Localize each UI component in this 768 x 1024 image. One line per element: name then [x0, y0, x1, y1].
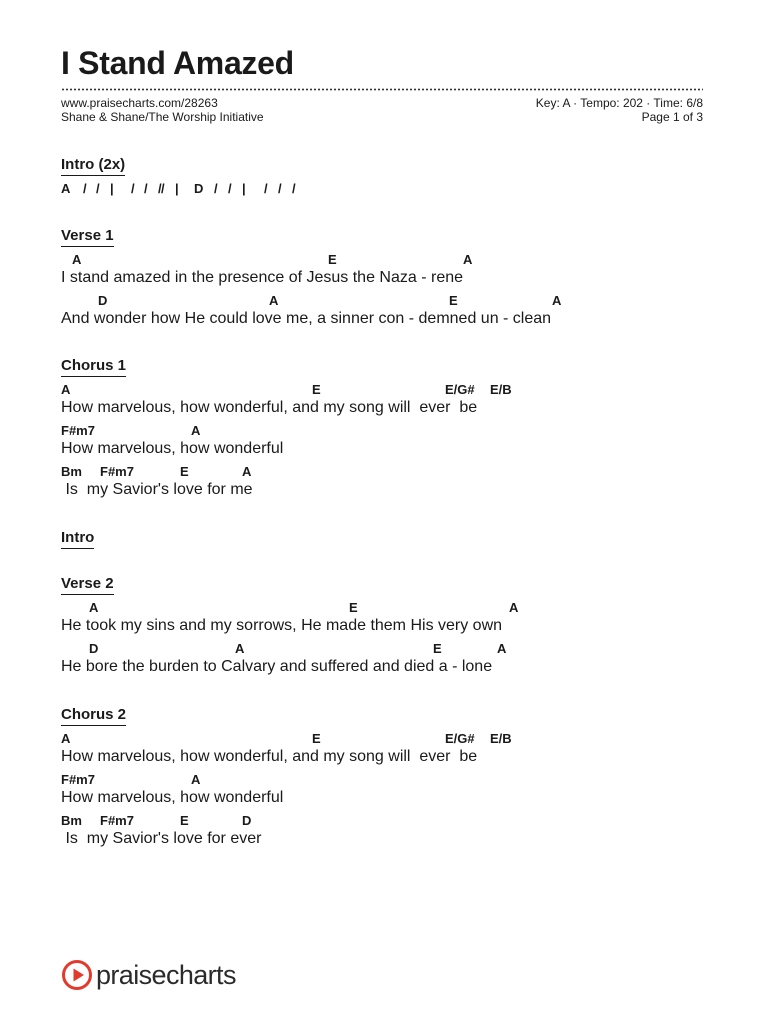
chord: E: [328, 252, 337, 267]
chord: F#m7: [61, 772, 95, 787]
chord: E/G#: [445, 382, 475, 397]
page-number: Page 1 of 3: [641, 110, 703, 124]
chord: D: [89, 641, 99, 656]
chord: /: [131, 181, 135, 196]
song-url[interactable]: www.praisecharts.com/28263: [61, 96, 218, 110]
chord: E: [180, 464, 189, 479]
chord: A: [463, 252, 473, 267]
lyric-line: He took my sins and my sorrows, He made them His very own: [61, 617, 503, 634]
chord: E/B: [490, 731, 512, 746]
title-divider: [61, 88, 703, 91]
lyric-line: I stand amazed in the presence of Jesus the Naza - rene: [61, 269, 464, 286]
chord: A: [497, 641, 507, 656]
section-title-verse-2: Verse 2: [61, 575, 114, 595]
chord: |: [175, 181, 179, 196]
lyric-line: Is my Savior's love for ever: [61, 830, 262, 847]
chord: |: [242, 181, 246, 196]
section-title-chorus-1: Chorus 1: [61, 357, 126, 377]
lyric-line: And wonder how He could love me, a sinner con - demned un - clean: [61, 310, 552, 327]
lyric-line: How marvelous, how wonderful, and my song will ever be: [61, 399, 478, 416]
play-circle-icon: [61, 959, 93, 991]
chord-row: [0, 293, 768, 309]
chord: E: [180, 813, 189, 828]
chord: /: [292, 181, 296, 196]
chord-row: [0, 813, 768, 829]
chord: F#m7: [61, 423, 95, 438]
chord: A: [191, 772, 201, 787]
lyric-line: How marvelous, how wonderful, and my song will ever be: [61, 748, 478, 765]
chord: E: [312, 731, 321, 746]
chord: Bm: [61, 464, 82, 479]
chord: A: [61, 181, 71, 196]
chord-row: [0, 641, 768, 657]
chord: D: [242, 813, 252, 828]
chord: E/B: [490, 382, 512, 397]
chord: A: [235, 641, 245, 656]
chord: /: [228, 181, 232, 196]
section-title-verse-1: Verse 1: [61, 227, 114, 247]
chord: A: [89, 600, 99, 615]
chord: A: [191, 423, 201, 438]
chord: E: [349, 600, 358, 615]
chord: /: [264, 181, 268, 196]
chord: E: [449, 293, 458, 308]
chord-row: [0, 772, 768, 788]
chord-row: [0, 382, 768, 398]
chord: A: [269, 293, 279, 308]
chord: /: [161, 181, 165, 196]
chord: E: [312, 382, 321, 397]
section-title-chorus-2: Chorus 2: [61, 706, 126, 726]
key-tempo-time: Key: A · Tempo: 202 · Time: 6/8: [535, 96, 703, 110]
logo-text: praisecharts: [96, 960, 236, 990]
chord: /: [214, 181, 218, 196]
chord: /: [158, 181, 162, 196]
lyric-line: How marvelous, how wonderful: [61, 440, 284, 457]
chord-row: [0, 731, 768, 747]
chord: F#m7: [100, 464, 134, 479]
lyric-line: He bore the burden to Calvary and suffered and died a - lone: [61, 658, 493, 675]
chord-row: [0, 181, 768, 197]
chord-row: [0, 464, 768, 480]
chord: E: [433, 641, 442, 656]
chord: /: [83, 181, 87, 196]
chord: /: [96, 181, 100, 196]
song-artist: Shane & Shane/The Worship Initiative: [61, 110, 264, 124]
section-title-intro-2x: Intro (2x): [61, 156, 125, 176]
chord: Bm: [61, 813, 82, 828]
chord: D: [194, 181, 204, 196]
chord: F#m7: [100, 813, 134, 828]
chord-row: [0, 423, 768, 439]
chord: A: [552, 293, 562, 308]
chord: A: [242, 464, 252, 479]
praisecharts-logo[interactable]: [61, 958, 236, 992]
chord: /: [278, 181, 282, 196]
song-title: I Stand Amazed: [61, 45, 294, 81]
chord-row: [0, 252, 768, 268]
chord: A: [72, 252, 82, 267]
chord: E/G#: [445, 731, 475, 746]
chord-row: [0, 600, 768, 616]
chord: A: [61, 382, 71, 397]
section-title-intro: Intro: [61, 529, 94, 549]
chord: A: [61, 731, 71, 746]
chord: D: [98, 293, 108, 308]
chord: /: [144, 181, 148, 196]
chord: |: [110, 181, 114, 196]
lyric-line: Is my Savior's love for me: [61, 481, 253, 498]
chord: A: [509, 600, 519, 615]
lyric-line: How marvelous, how wonderful: [61, 789, 284, 806]
